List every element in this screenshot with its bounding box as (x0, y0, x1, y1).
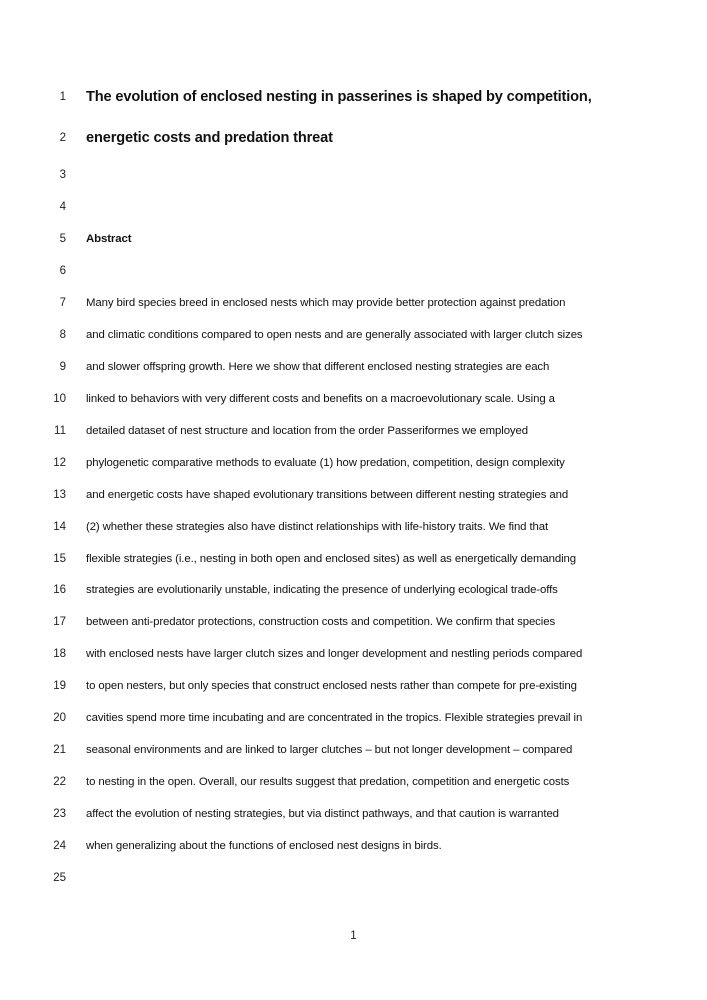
abstract-text-line: flexible strategies (i.e., nesting in both open and enclosed sites) as well as energetically demanding (86, 553, 577, 565)
line-number: 22 (53, 776, 66, 788)
line-number: 10 (53, 393, 66, 405)
manuscript-line (0, 804, 707, 824)
line-number: 7 (59, 297, 66, 309)
line-number: 1 (59, 91, 66, 103)
abstract-text-line: Many bird species breed in enclosed nests which may provide better protection against predation (86, 297, 566, 309)
manuscript-line (0, 772, 707, 792)
manuscript-line (0, 580, 707, 600)
line-number: 13 (53, 489, 66, 501)
line-number: 9 (59, 361, 66, 373)
line-number: 14 (53, 521, 66, 533)
line-number: 2 (59, 132, 66, 144)
line-number: 23 (53, 808, 66, 820)
abstract-heading: Abstract (86, 233, 132, 245)
abstract-text-line: affect the evolution of nesting strategies, but via distinct pathways, and that caution is warranted (86, 808, 559, 820)
abstract-text-line: strategies are evolutionarily unstable, indicating the presence of underlying ecological trade-offs (86, 584, 558, 596)
manuscript-line (0, 293, 707, 313)
manuscript-line (0, 485, 707, 505)
line-number: 15 (53, 553, 66, 565)
manuscript-line (0, 740, 707, 760)
manuscript-line (0, 229, 707, 249)
abstract-text-line: and climatic conditions compared to open nests and are generally associated with larger clutch sizes (86, 329, 583, 341)
abstract-text-line: when generalizing about the functions of enclosed nest designs in birds. (86, 840, 442, 852)
manuscript-line (0, 868, 707, 888)
manuscript-line (0, 197, 707, 217)
abstract-text-line: and energetic costs have shaped evolutionary transitions between different nesting strategies and (86, 489, 569, 501)
manuscript-line (0, 708, 707, 728)
manuscript-line (0, 644, 707, 664)
manuscript-line (0, 389, 707, 409)
line-number: 4 (59, 201, 66, 213)
abstract-text-line: (2) whether these strategies also have distinct relationships with life-history traits. We find that (86, 521, 549, 533)
abstract-text-line: cavities spend more time incubating and are concentrated in the tropics. Flexible strategies prevail in (86, 712, 583, 724)
manuscript-line (0, 453, 707, 473)
line-number: 8 (59, 329, 66, 341)
abstract-text-line: to nesting in the open. Overall, our results suggest that predation, competition and energetic costs (86, 776, 570, 788)
page-number: 1 (350, 930, 357, 942)
line-number: 21 (53, 744, 66, 756)
line-number: 19 (53, 680, 66, 692)
abstract-text-line: with enclosed nests have larger clutch sizes and longer development and nestling periods compared (86, 648, 583, 660)
manuscript-line (0, 357, 707, 377)
line-number: 16 (53, 584, 66, 596)
abstract-text-line: linked to behaviors with very different costs and benefits on a macroevolutionary scale. Using a (86, 393, 555, 405)
manuscript-line (0, 517, 707, 537)
abstract-text-line: to open nesters, but only species that construct enclosed nests rather than compete for pre-existing (86, 680, 577, 692)
manuscript-line (0, 165, 707, 185)
manuscript-line (0, 676, 707, 696)
abstract-text-line: seasonal environments and are linked to larger clutches – but not longer development – compared (86, 744, 573, 756)
line-number: 20 (53, 712, 66, 724)
line-number: 3 (59, 169, 66, 181)
manuscript-line (0, 128, 707, 148)
line-number: 18 (53, 648, 66, 660)
manuscript-line (0, 87, 707, 107)
abstract-text-line: phylogenetic comparative methods to evaluate (1) how predation, competition, design complexity (86, 457, 565, 469)
paper-title: The evolution of enclosed nesting in passerines is shaped by competition, (86, 89, 592, 105)
line-number: 6 (59, 265, 66, 277)
abstract-text-line: and slower offspring growth. Here we show that different enclosed nesting strategies are each (86, 361, 550, 373)
manuscript-line (0, 549, 707, 569)
line-number: 12 (53, 457, 66, 469)
manuscript-line (0, 261, 707, 281)
line-number: 17 (53, 616, 66, 628)
manuscript-line (0, 325, 707, 345)
line-number: 11 (54, 425, 66, 437)
manuscript-line (0, 612, 707, 632)
line-number: 25 (53, 872, 66, 884)
paper-title: energetic costs and predation threat (86, 130, 333, 146)
manuscript-line (0, 421, 707, 441)
abstract-text-line: detailed dataset of nest structure and location from the order Passeriformes we employed (86, 425, 528, 437)
line-number: 5 (59, 233, 66, 245)
abstract-text-line: between anti-predator protections, construction costs and competition. We confirm that species (86, 616, 556, 628)
manuscript-line (0, 836, 707, 856)
line-number: 24 (53, 840, 66, 852)
